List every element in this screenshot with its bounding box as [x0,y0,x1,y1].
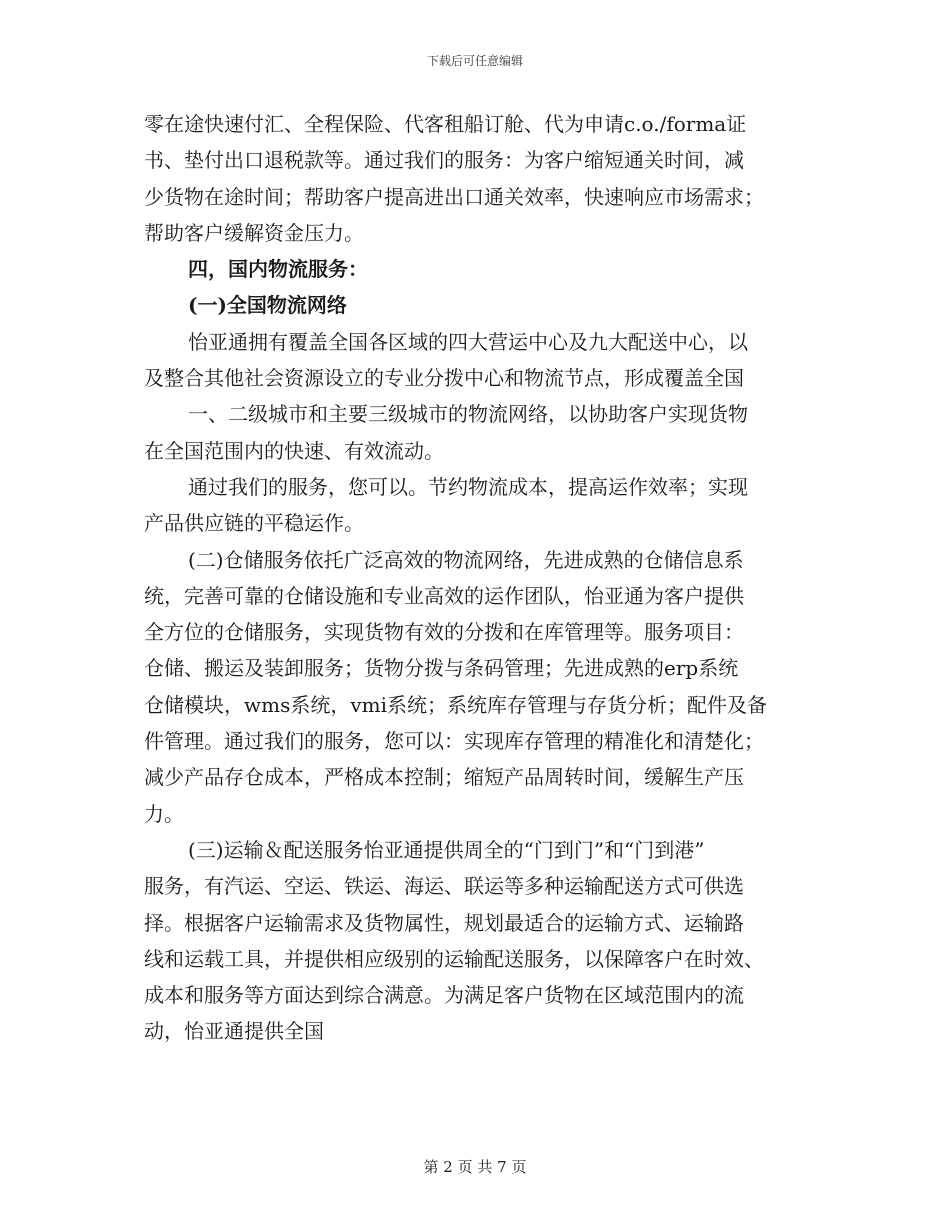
text-line: 书、垫付出口退税款等。通过我们的服务：为客户缩短通关时间，减 [144,148,744,173]
text-line: 帮助客户缓解资金压力。 [144,220,364,245]
text-line: 件管理。通过我们的服务，您可以：实现库存管理的精准化和清楚化； [144,729,764,754]
text-line: 在全国范围内的快速、有效流动。 [144,438,444,463]
text-line: 统，完善可靠的仓储设施和专业高效的运作团队，怡亚通为客户提供 [144,583,744,608]
text-line: 成本和服务等方面达到综合满意。为满足客户货物在区域范围内的流 [144,983,744,1008]
text-line: 减少产品存仓成本，严格成本控制；缩短产品周转时间，缓解生产压 [144,765,744,790]
text-line: 通过我们的服务，您可以。节约物流成本，提高运作效率；实现 [188,474,748,499]
text-line: 产品供应链的平稳运作。 [144,511,364,536]
text-line: 动，怡亚通提供全国 [144,1019,324,1044]
text-line: (三)运输＆配送服务怡亚通提供周全的“门到门”和“门到港” [188,837,705,862]
text-line: 力。 [144,801,184,826]
text-line: 一、二级城市和主要三级城市的物流网络，以协助客户实现货物 [188,402,748,427]
text-line: 服务，有汽运、空运、铁运、海运、联运等多种运输配送方式可供选 [144,874,744,899]
text-line: 零在途快速付汇、全程保险、代客租船订舱、代为申请c.o./forma证 [144,112,747,136]
header-note: 下载后可任意编辑 [426,54,523,68]
text-line: 仓储、搬运及装卸服务；货物分拨与条码管理；先进成熟的erp系统 [144,656,739,681]
text-line: 全方位的仓储服务，实现货物有效的分拨和在库管理等。服务项目： [144,620,744,645]
text-line: (二)仓储服务依托广泛高效的物流网络，先进成熟的仓储信息系 [188,547,744,572]
text-line: 及整合其他社会资源设立的专业分拨中心和物流节点，形成覆盖全国 [144,366,744,391]
page-footer: 第 2 页 共 7 页 [423,1158,527,1176]
text-line: 择。根据客户运输需求及货物属性，规划最适合的运输方式、运输路 [144,910,744,935]
subsection-heading: (一)全国物流网络 [188,293,347,318]
text-line: 怡亚通拥有覆盖全国各区域的四大营运中心及九大配送中心，以 [188,329,748,354]
text-line: 线和运载工具，并提供相应级别的运输配送服务，以保障客户在时效、 [144,946,764,971]
document-body [144,106,806,1050]
text-line: 少货物在途时间；帮助客户提高进出口通关效率，快速响应市场需求； [144,184,764,209]
section-heading: 四，国内物流服务： [188,257,368,282]
text-line: 仓储模块，wms系统，vmi系统；系统库存管理与存货分析；配件及备 [144,692,768,717]
